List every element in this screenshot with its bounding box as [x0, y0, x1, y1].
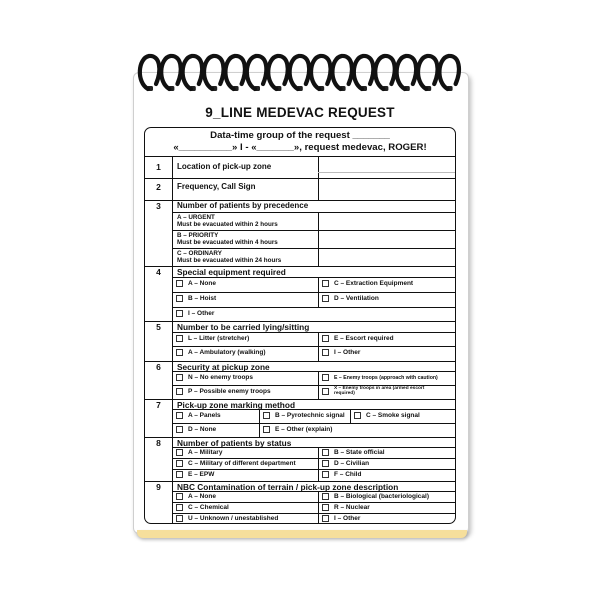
option-escort-required[interactable]: E – Escort required: [322, 335, 394, 342]
row-divider: [172, 423, 456, 424]
binding-ring: [225, 56, 244, 89]
option-none[interactable]: D – None: [176, 426, 216, 433]
line-number: 3: [156, 201, 161, 211]
option-military-different-department[interactable]: C – Military of different department: [176, 460, 296, 467]
option-divider: [318, 491, 319, 524]
line-number: 8: [156, 438, 161, 448]
option-ambulatory[interactable]: A – Ambulatory (walking): [176, 349, 266, 356]
checkbox[interactable]: [176, 295, 183, 302]
checkbox[interactable]: [176, 349, 183, 356]
binding-ring: [439, 56, 458, 89]
checkbox[interactable]: [322, 374, 329, 381]
row-divider: [172, 307, 456, 308]
binding-ring: [183, 56, 202, 89]
checkbox[interactable]: [322, 515, 329, 522]
row-divider: [172, 502, 456, 503]
line-number: 1: [156, 162, 161, 172]
checkbox[interactable]: [354, 412, 361, 419]
header-line-1: Data-time group of the request _______: [210, 130, 390, 141]
checkbox[interactable]: [176, 374, 183, 381]
binding-ring: [375, 56, 394, 89]
precedence-head: B – PRIORITY: [177, 232, 219, 239]
binding-ring: [204, 56, 223, 89]
checkbox[interactable]: [322, 388, 329, 395]
option-civilian[interactable]: D – Civilian: [322, 460, 369, 467]
value-field-line: [318, 172, 456, 173]
option-unknown[interactable]: U – Unknown / unestablished: [176, 515, 278, 522]
row-divider: [172, 469, 456, 470]
precedence-detail: Must be evacuated within 2 hours: [177, 221, 278, 229]
option-pyrotechnic-signal[interactable]: B – Pyrotechnic signal: [263, 412, 345, 419]
checkbox[interactable]: [322, 349, 329, 356]
line-number: 5: [156, 322, 161, 332]
precedence-head: A – URGENT: [177, 214, 215, 221]
row-divider: [172, 371, 456, 372]
checkbox[interactable]: [322, 460, 329, 467]
section-heading: Security at pickup zone: [177, 362, 270, 372]
option-ventilation[interactable]: D – Ventilation: [322, 295, 379, 302]
option-no-enemy-troops[interactable]: N – No enemy troops: [176, 374, 253, 381]
checkbox[interactable]: [176, 460, 183, 467]
spiral-binding: [0, 0, 600, 110]
row-divider: [172, 230, 456, 231]
row-divider: [172, 491, 456, 492]
checkbox[interactable]: [322, 504, 329, 511]
option-enemy-troops-armed-escort[interactable]: X – Enemy troops in area (armed escort required): [322, 386, 424, 397]
checkbox[interactable]: [322, 449, 329, 456]
precedence-priority: [177, 232, 278, 247]
line-number: 6: [156, 362, 161, 372]
row-divider: [172, 332, 456, 333]
medevac-form: [144, 127, 456, 524]
option-other[interactable]: I – Other: [176, 310, 214, 317]
notepad-backing: [137, 530, 467, 538]
row-divider: [172, 447, 456, 448]
checkbox[interactable]: [176, 504, 183, 511]
row-divider: [172, 292, 456, 293]
binding-ring: [140, 56, 159, 89]
option-smoke-signal[interactable]: C – Smoke signal: [354, 412, 420, 419]
checkbox[interactable]: [322, 335, 329, 342]
option-military[interactable]: A – Military: [176, 449, 222, 456]
binding-ring: [311, 56, 330, 89]
checkbox[interactable]: [176, 335, 183, 342]
option-chemical[interactable]: C – Chemical: [176, 504, 229, 511]
checkbox[interactable]: [176, 412, 183, 419]
line-number: 2: [156, 182, 161, 192]
binding-ring: [161, 56, 180, 89]
section-heading: Special equipment required: [177, 267, 286, 277]
checkbox[interactable]: [322, 280, 329, 287]
value-divider: [318, 212, 319, 266]
checkbox[interactable]: [176, 280, 183, 287]
option-epw[interactable]: E – EPW: [176, 471, 214, 478]
option-other[interactable]: I – Other: [322, 515, 360, 522]
option-extraction-equipment[interactable]: C – Extraction Equipment: [322, 280, 413, 287]
section-heading: Number to be carried lying/sitting: [177, 322, 310, 332]
form-title: 9_LINE MEDEVAC REQUEST: [205, 105, 395, 120]
line-number: 9: [156, 482, 161, 492]
option-nuclear[interactable]: R – Nuclear: [322, 504, 370, 511]
row-divider: [172, 346, 456, 347]
option-enemy-troops-caution[interactable]: E – Enemy troops (approach with caution): [322, 374, 438, 381]
option-other[interactable]: I – Other: [322, 349, 360, 356]
line-number: 4: [156, 267, 161, 277]
row-divider: [172, 248, 456, 249]
option-divider: [318, 447, 319, 481]
section-heading: Pick-up zone marking method: [177, 400, 296, 410]
option-biological[interactable]: B – Biological (bacteriological): [322, 493, 429, 500]
precedence-detail: Must be evacuated within 4 hours: [177, 239, 278, 247]
checkbox[interactable]: [263, 412, 270, 419]
row-divider: [172, 277, 456, 278]
binding-ring: [332, 56, 351, 89]
checkbox[interactable]: [176, 449, 183, 456]
section-heading: NBC Contamination of terrain / pick-up zone description: [177, 482, 399, 492]
line-label: Frequency, Call Sign: [177, 182, 256, 191]
checkbox[interactable]: [176, 310, 183, 317]
checkbox[interactable]: [322, 295, 329, 302]
form-header: [145, 128, 455, 157]
checkbox[interactable]: [176, 515, 183, 522]
row-divider: [172, 458, 456, 459]
checkbox[interactable]: [322, 471, 329, 478]
section-heading: Number of patients by status: [177, 438, 292, 448]
checkbox[interactable]: [176, 471, 183, 478]
option-state-official[interactable]: B – State official: [322, 449, 385, 456]
checkbox[interactable]: [176, 426, 183, 433]
option-other-explain[interactable]: E – Other (explain): [263, 426, 332, 433]
option-panels[interactable]: A – Panels: [176, 412, 221, 419]
option-none[interactable]: A – None: [176, 280, 216, 287]
precedence-detail: Must be evacuated within 24 hours: [177, 257, 282, 265]
header-line-2: «__________» I - «_______», request medevac, ROGER!: [173, 142, 427, 153]
line-number: 7: [156, 400, 161, 410]
row-divider: [172, 409, 456, 410]
line-label: Location of pick-up zone: [177, 162, 272, 171]
option-possible-enemy-troops[interactable]: P – Possible enemy troops: [176, 388, 271, 395]
option-litter[interactable]: L – Litter (stretcher): [176, 335, 249, 342]
binding-ring: [354, 56, 373, 89]
binding-ring: [290, 56, 309, 89]
binding-ring: [418, 56, 437, 89]
checkbox[interactable]: [176, 388, 183, 395]
option-child[interactable]: F – Child: [322, 471, 361, 478]
checkbox[interactable]: [176, 493, 183, 500]
option-divider: [350, 409, 351, 423]
row-divider: [172, 513, 456, 514]
row-divider: [145, 178, 456, 179]
row-divider: [172, 212, 456, 213]
precedence-head: C – ORDINARY: [177, 250, 222, 257]
binding-ring: [247, 56, 266, 89]
option-hoist[interactable]: B – Hoist: [176, 295, 216, 302]
checkbox[interactable]: [322, 493, 329, 500]
binding-ring: [268, 56, 287, 89]
binding-ring: [397, 56, 416, 89]
precedence-urgent: [177, 214, 278, 229]
checkbox[interactable]: [263, 426, 270, 433]
option-none[interactable]: A – None: [176, 493, 216, 500]
section-heading: Number of patients by precedence: [177, 201, 309, 210]
precedence-ordinary: [177, 250, 281, 265]
